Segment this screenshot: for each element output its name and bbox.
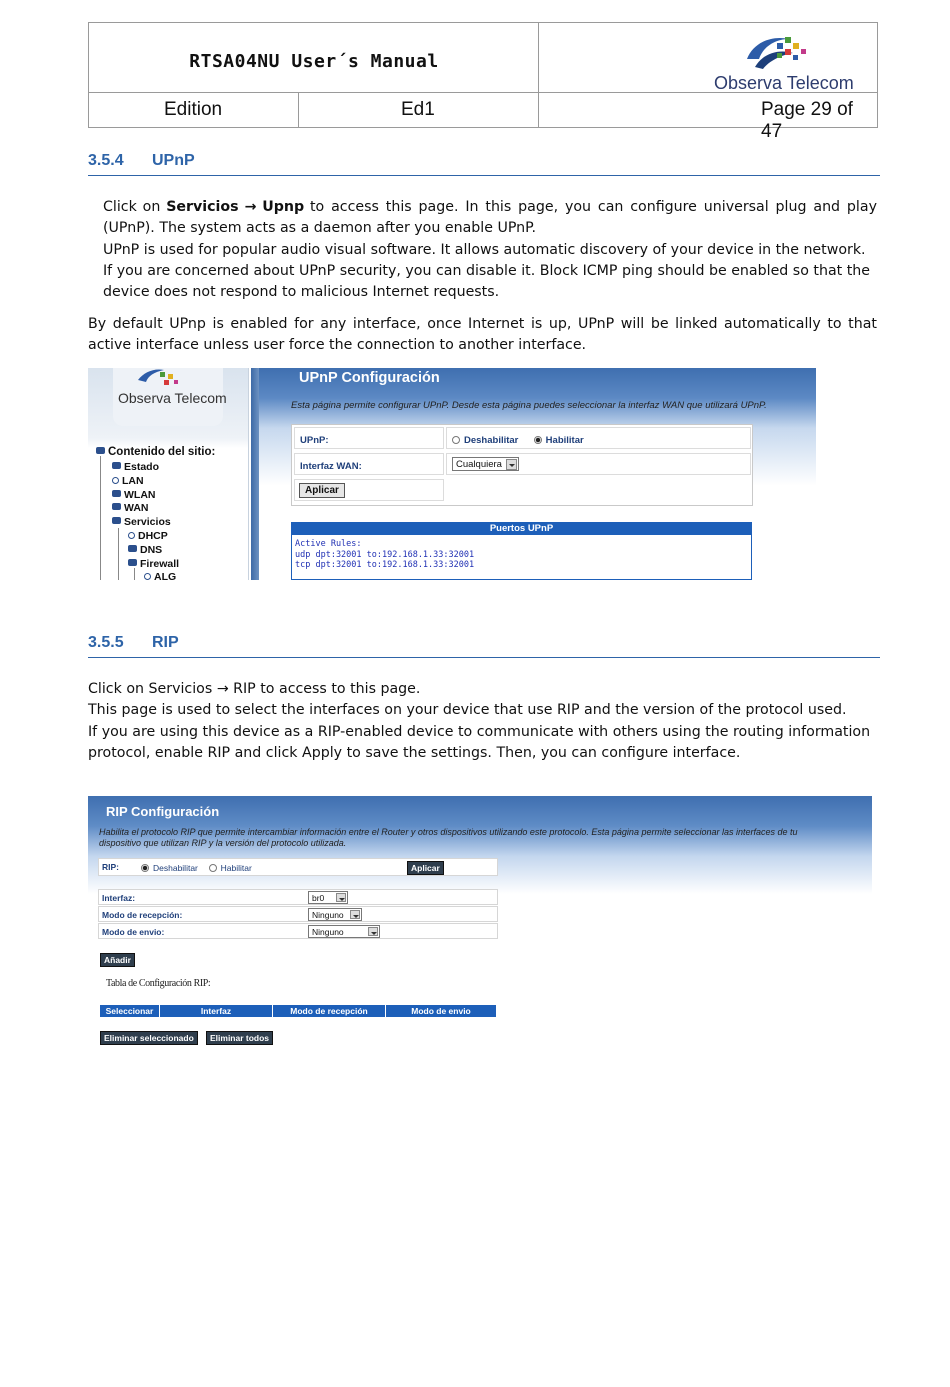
tree-line — [118, 528, 119, 580]
text-segment: to access this page. In this page, you can configure universal plug and play — [309, 199, 877, 215]
text-word: on — [142, 199, 161, 215]
tree-item-alg[interactable] — [144, 571, 176, 580]
section-number: 3.5.5 — [88, 634, 124, 651]
tree-item-wlan[interactable] — [112, 489, 156, 501]
rip-page-banner — [88, 796, 872, 894]
upnp-label-cell — [294, 427, 444, 449]
tree-item-lan[interactable] — [112, 475, 144, 487]
manual-title: RTSA04NU User´s Manual — [189, 51, 439, 72]
recv-mode-row — [98, 906, 498, 922]
observa-logo-icon — [138, 368, 198, 388]
disable-radio-label: Deshabilitar — [464, 435, 519, 446]
paragraph-line — [88, 679, 878, 700]
folder-open-icon — [112, 517, 121, 524]
arrow-icon: → — [244, 199, 257, 215]
wan-label-cell — [294, 453, 444, 475]
recv-mode-value: Ninguno — [312, 910, 344, 920]
page-number: Page 29 of 47 — [761, 99, 853, 142]
enable-radio[interactable] — [209, 864, 217, 872]
apply-button[interactable]: Aplicar — [299, 483, 345, 498]
tree-item-firewall[interactable] — [128, 558, 179, 570]
disable-radio[interactable] — [141, 864, 149, 872]
delete-all-button[interactable]: Eliminar todos — [206, 1031, 273, 1045]
site-sidebar — [88, 368, 249, 580]
tree-item-label: LAN — [122, 475, 144, 487]
active-rules-text — [292, 535, 751, 571]
tree-item-wan[interactable] — [112, 502, 149, 514]
column-header-interface: Interfaz — [160, 1005, 273, 1017]
tree-item-dns[interactable] — [128, 544, 162, 556]
chevron-down-icon — [368, 927, 378, 936]
delete-selected-button[interactable]: Eliminar seleccionado — [100, 1031, 198, 1045]
frame-divider — [251, 368, 259, 580]
observa-telecom-logo-icon — [739, 29, 829, 73]
upnp-label: UPnP: — [300, 435, 329, 446]
apply-cell — [294, 479, 444, 501]
folder-icon — [112, 462, 121, 469]
description-line: dispositivo que utilizan RIP y la versión del protocolo utilizada. — [99, 837, 347, 848]
tree-item-label: Firewall — [140, 558, 180, 570]
interface-value: br0 — [312, 893, 325, 903]
disable-radio-label: Deshabilitar — [153, 863, 198, 873]
upnp-intro-paragraph — [103, 197, 877, 303]
interface-label: Interfaz: — [102, 893, 136, 903]
paragraph-line: protocol, enable RIP and click Apply to save the settings. Then, you can configure interface. — [88, 744, 741, 761]
document-header — [88, 22, 878, 142]
folder-icon — [112, 490, 121, 497]
section-title: UPnP — [152, 152, 195, 169]
tree-root[interactable] — [96, 446, 215, 458]
interface-row — [98, 889, 498, 905]
upnp-config-screenshot — [88, 368, 816, 580]
rip-config-screenshot — [88, 796, 872, 1048]
wan-interface-label: Interfaz WAN: — [300, 461, 362, 472]
tree-item-label: Servicios — [124, 516, 171, 528]
tree-item-label: ALG — [154, 571, 177, 580]
upnp-page-title: UPnP Configuración — [299, 370, 440, 386]
upnp-form — [291, 424, 753, 506]
rip-page-title: RIP Configuración — [106, 804, 220, 819]
interface-select[interactable] — [308, 891, 348, 904]
page-icon — [144, 573, 151, 580]
send-mode-row — [98, 923, 498, 939]
upnp-default-paragraph — [88, 314, 877, 357]
rip-apply-button[interactable]: Aplicar — [407, 861, 444, 875]
paragraph-line: active interface unless user force the connection to another interface. — [88, 337, 587, 354]
rip-options — [141, 863, 252, 873]
paragraph-line: By default UPnp is enabled for any interface, once Internet is up, UPnP will be linked automatically to that — [88, 316, 877, 332]
tree-item-label: Estado — [124, 461, 160, 473]
menu-name-servicios: Servicios — [166, 199, 239, 215]
tree-item-label: DNS — [140, 544, 163, 556]
send-mode-label: Modo de envio: — [102, 927, 165, 937]
page-icon — [128, 532, 135, 539]
paragraph-line — [103, 197, 877, 218]
send-mode-select[interactable] — [308, 925, 380, 938]
rip-page-description — [99, 827, 798, 848]
folder-icon — [96, 447, 105, 454]
active-rule: tcp dpt:32001 to:192.168.1.33:32001 — [295, 560, 475, 570]
paragraph-line: This page is used to select the interfaces on your device that use RIP and the version of the protocol used. — [88, 702, 847, 719]
disable-radio[interactable] — [452, 436, 460, 444]
sidebar-logo-text: Observa Telecom — [118, 390, 227, 406]
paragraph-line: If you are concerned about UPnP security, you can disable it. Block ICMP ping should be enabled so that the — [103, 262, 870, 279]
tree-item-estado[interactable] — [112, 461, 159, 473]
section-heading-upnp — [88, 152, 880, 176]
tree-item-dhcp[interactable] — [128, 530, 168, 542]
edition-value: Ed1 — [401, 99, 435, 120]
rip-enable-row — [98, 858, 498, 876]
folder-icon — [128, 545, 137, 552]
logo-text: Observa Telecom — [714, 73, 854, 93]
description-line: Habilita el protocolo RIP que permite intercambiar información entre el Router y otros dispositivos utilizando este protocolo. Esta página permite seleccionar las interfaces de tu — [99, 827, 798, 837]
wan-interface-select[interactable] — [452, 457, 519, 471]
text-segment: RIP to access to this page. — [233, 681, 421, 697]
chevron-down-icon — [350, 910, 360, 919]
recv-mode-label: Modo de recepción: — [102, 910, 183, 920]
rip-label: RIP: — [102, 862, 119, 872]
tree-item-label: DHCP — [138, 530, 168, 542]
tree-line — [100, 456, 101, 580]
wan-interface-value: Cualquiera — [456, 459, 502, 470]
upnp-ports-panel — [291, 522, 752, 580]
arrow-icon: → — [216, 681, 229, 697]
upnp-options-cell — [446, 427, 751, 449]
paragraph-line: UPnP is used for popular audio visual software. It allows automatic discovery of your device in the network. — [103, 241, 866, 258]
column-header-recv-mode: Modo de recepción — [273, 1005, 386, 1017]
section-title: RIP — [152, 634, 179, 651]
wan-select-cell — [446, 453, 751, 475]
header-divider — [298, 92, 299, 127]
column-header-select: Seleccionar — [100, 1005, 160, 1017]
tree-item-servicios[interactable] — [112, 516, 171, 528]
edition-label: Edition — [164, 99, 223, 120]
paragraph-line: (UPnP). The system acts as a daemon after you enable UPnP. — [103, 220, 537, 237]
section-number: 3.5.4 — [88, 152, 124, 169]
chevron-down-icon — [506, 459, 517, 470]
paragraph-line: If you are using this device as a RIP-enabled device to communicate with others using the routing information — [88, 723, 871, 740]
rip-table-title: Tabla de Configuración RIP: — [106, 978, 211, 989]
upnp-page-description: Esta página permite configurar UPnP. Desde esta página puedes seleccionar la interfaz WAN que utilizará UPnP. — [291, 400, 767, 411]
enable-radio-label: Habilitar — [220, 863, 252, 873]
section-heading-rip — [88, 634, 880, 658]
recv-mode-select[interactable] — [308, 908, 362, 921]
rip-intro-paragraph — [88, 679, 878, 764]
enable-radio-label: Habilitar — [545, 435, 584, 446]
add-button[interactable]: Añadir — [100, 953, 135, 967]
column-header-send-mode: Modo de envio — [386, 1005, 497, 1017]
tree-root-label: Contenido del sitio: — [108, 446, 216, 458]
header-divider — [538, 23, 539, 127]
folder-open-icon — [128, 559, 137, 566]
folder-icon — [112, 503, 121, 510]
active-rules-title: Active Rules: — [295, 539, 362, 549]
page-icon — [112, 477, 119, 484]
paragraph-line: device does not respond to malicious Internet requests. — [103, 284, 500, 301]
text-word: Click — [103, 199, 137, 215]
text-segment: Click on Servicios — [88, 681, 213, 697]
chevron-down-icon — [336, 893, 346, 902]
active-rule: udp dpt:32001 to:192.168.1.33:32001 — [295, 549, 475, 560]
menu-name-upnp: Upnp — [262, 199, 305, 215]
send-mode-value: Ninguno — [312, 927, 344, 937]
ports-header: Puertos UPnP — [292, 523, 751, 535]
tree-item-label: WLAN — [124, 489, 156, 501]
enable-radio[interactable] — [534, 436, 542, 444]
tree-item-label: WAN — [124, 502, 149, 514]
